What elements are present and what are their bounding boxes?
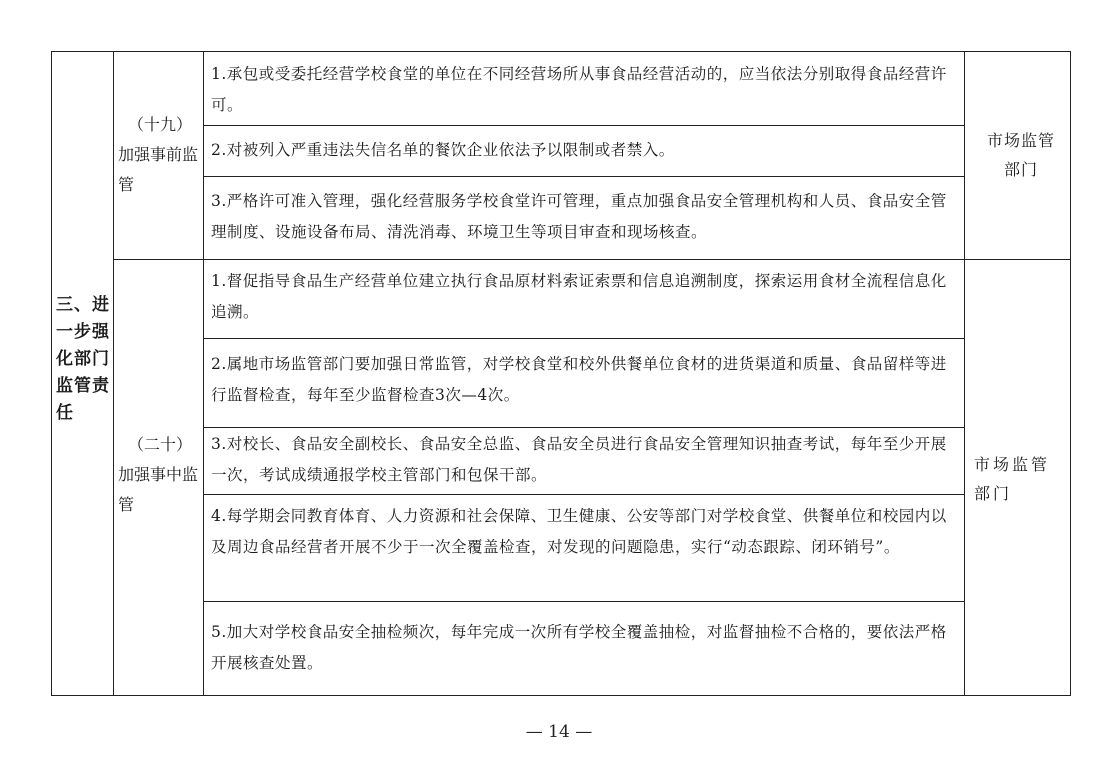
row-divider (203, 494, 964, 495)
row-divider (203, 427, 964, 428)
list-item: 3.对校长、食品安全副校长、食品安全总监、食品安全员进行食品安全管理知识抽查考试，每年至少开展一次，考试成绩通报学校主管部门和包保干部。 (211, 435, 947, 484)
row-divider (203, 125, 964, 126)
department-label: 市场监管部门 (986, 131, 1055, 179)
column-divider (964, 52, 965, 695)
page-number: — 14 — (525, 722, 593, 742)
sub-title: 加强事中监管 (118, 465, 199, 514)
row-divider (203, 176, 964, 177)
row-divider (203, 601, 964, 602)
sub-title: 加强事前监管 (118, 145, 199, 194)
list-item: 2.对被列入严重违法失信名单的餐饮企业依法予以限制或者禁入。 (211, 141, 675, 159)
category-label: 三、进一步强化部门监管责任 (56, 295, 110, 423)
column-divider (113, 52, 114, 695)
list-item: 3.严格许可准入管理，强化经营服务学校食堂许可管理，重点加强食品安全管理机构和人员、食品安全管理制度、设施设备布局、清洗消毒、环境卫生等项目审查和现场核查。 (211, 192, 947, 241)
sub-number: （十九） (127, 115, 192, 134)
row-divider (203, 338, 964, 339)
list-item: 1.承包或受委托经营学校食堂的单位在不同经营场所从事食品经营活动的，应当依法分别取得食品经营许可。 (211, 65, 947, 114)
regulation-table (51, 51, 1071, 696)
column-divider (203, 52, 204, 695)
list-item: 5.加大对学校食品安全抽检频次，每年完成一次所有学校全覆盖抽检，对监督抽检不合格的，要依法严格开展核查处置。 (211, 623, 947, 672)
sub-heading-19 (118, 110, 202, 200)
department-label: 市场监管部门 (974, 455, 1051, 503)
list-item: 4.每学期会同教育体育、人力资源和社会保障、卫生健康、公安等部门对学校食堂、供餐单位和校园内以及周边食品经营者开展不少于一次全覆盖检查，对发现的问题隐患，实行“动态跟踪、闭环销号”。 (211, 507, 947, 556)
list-item: 2.属地市场监管部门要加强日常监管，对学校食堂和校外供餐单位食材的进货渠道和质量、食品留样等进行监督检查，每年至少监督检查3次—4次。 (211, 355, 947, 404)
group-divider (113, 259, 1071, 260)
list-item: 1.督促指导食品生产经营单位建立执行食品原材料索证索票和信息追溯制度，探索运用食材全流程信息化追溯。 (211, 272, 947, 321)
sub-heading-20 (118, 430, 202, 520)
sub-number: （二十） (127, 435, 192, 454)
